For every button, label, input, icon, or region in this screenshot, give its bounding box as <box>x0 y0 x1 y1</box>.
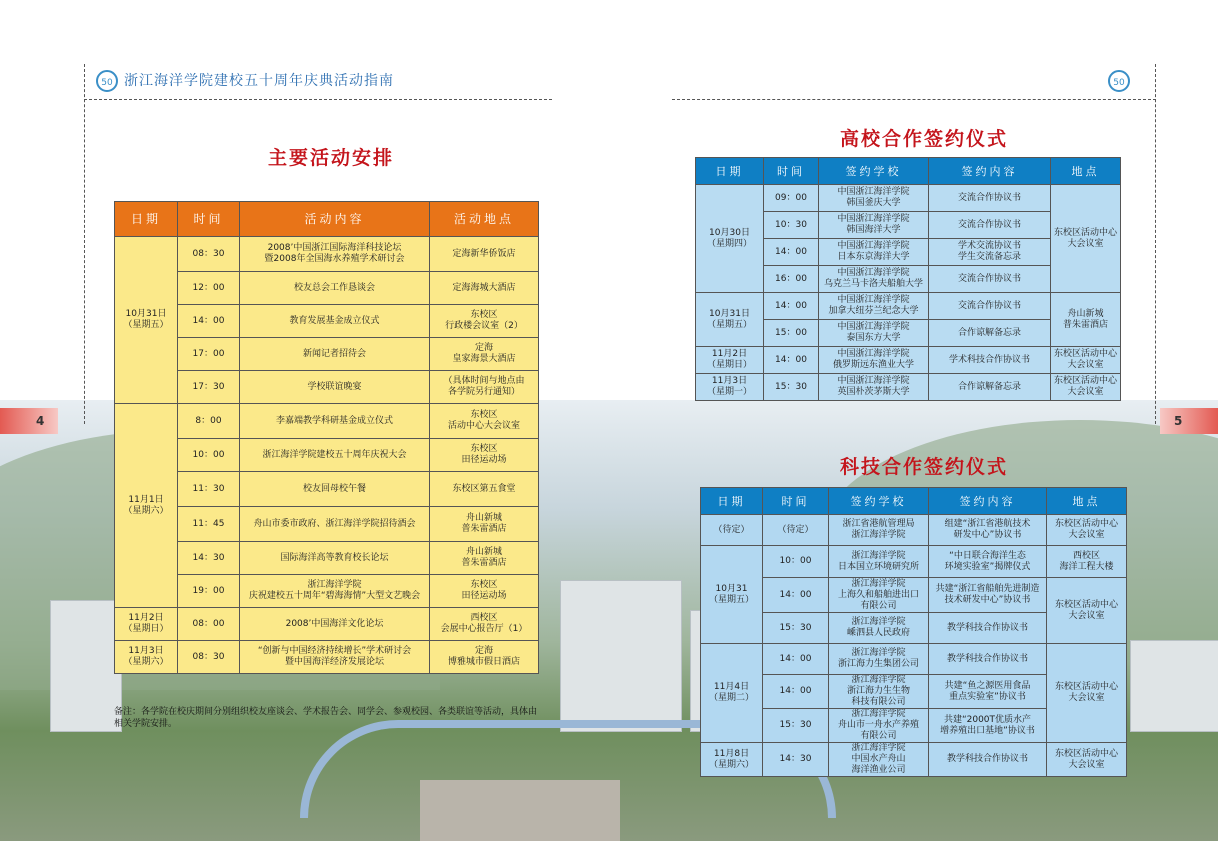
activity-cell: 2008’中国浙江国际海洋科技论坛 暨2008年全国海水养殖学术研讨会 <box>240 237 430 272</box>
college-logo-icon: 50 <box>1108 70 1130 92</box>
place-cell: 西校区 会展中心报告厅（1） <box>430 608 539 641</box>
time-cell: 14：30 <box>178 542 240 575</box>
school-cell: 浙江海洋学院 嵊泗县人民政府 <box>829 613 929 644</box>
place-cell: 东校区第五食堂 <box>430 472 539 507</box>
time-cell: 08：30 <box>178 237 240 272</box>
school-cell: 浙江海洋学院 上海久和船舶进出口 有限公司 <box>829 578 929 613</box>
table-row <box>115 472 539 507</box>
activity-cell: “创新与中国经济持续增长”学术研讨会 暨中国海洋经济发展论坛 <box>240 641 430 674</box>
column-header: 活动内容 <box>240 202 430 237</box>
content-cell: 合作谅解备忘录 <box>929 374 1051 401</box>
column-header: 时间 <box>763 488 829 515</box>
content-cell: 交流合作协议书 <box>929 266 1051 293</box>
content-cell: 教学科技合作协议书 <box>929 644 1047 675</box>
time-cell: 09：00 <box>764 185 819 212</box>
margin-rule-right <box>1155 64 1156 424</box>
time-cell: 14：00 <box>763 675 829 709</box>
school-cell: 浙江省港航管理局 浙江海洋学院 <box>829 515 929 546</box>
time-cell: 17：30 <box>178 371 240 404</box>
content-cell: 交流合作协议书 <box>929 212 1051 239</box>
table-row <box>115 305 539 338</box>
time-cell: 14：30 <box>763 743 829 777</box>
place-cell: （具体时间与地点由 各学院另行通知） <box>430 371 539 404</box>
column-header: 签约学校 <box>819 158 929 185</box>
time-cell: 19：00 <box>178 575 240 608</box>
activity-cell: 浙江海洋学院建校五十周年庆祝大会 <box>240 439 430 472</box>
time-cell: 16：00 <box>764 266 819 293</box>
place-cell: 舟山新城 普朱雷酒店 <box>430 507 539 542</box>
place-cell: 定海 皇家海景大酒店 <box>430 338 539 371</box>
school-cell: 中国浙江海洋学院 乌克兰马卡洛夫船舶大学 <box>819 266 929 293</box>
column-header: 日期 <box>696 158 764 185</box>
column-header: 地点 <box>1051 158 1121 185</box>
place-cell: 东校区 活动中心大会议室 <box>430 404 539 439</box>
content-cell: 共建“浙江省船舶先进制造 技术研发中心”协议书 <box>929 578 1047 613</box>
table-row <box>701 644 1127 675</box>
school-cell: 中国浙江海洋学院 韩国釜庆大学 <box>819 185 929 212</box>
table-row <box>696 374 1121 401</box>
content-cell: 共建“2000T优质水产 增养殖出口基地”协议书 <box>929 709 1047 743</box>
place-cell: 舟山新城 普朱雷酒店 <box>1051 293 1121 347</box>
place-cell: 东校区活动中心 大会议室 <box>1047 743 1127 777</box>
date-cell: 11月3日 （星期六） <box>115 641 178 674</box>
school-cell: 中国浙江海洋学院 韩国海洋大学 <box>819 212 929 239</box>
header-rule-right <box>672 99 1156 100</box>
time-cell: 15：00 <box>764 320 819 347</box>
table-row <box>701 743 1127 777</box>
table-row <box>115 542 539 575</box>
activity-cell: 浙江海洋学院 庆祝建校五十周年“碧海海情”大型文艺晚会 <box>240 575 430 608</box>
time-cell: 14：00 <box>764 239 819 266</box>
time-cell: 10：00 <box>178 439 240 472</box>
time-cell: 11：30 <box>178 472 240 507</box>
date-cell: 11月4日 （星期二） <box>701 644 763 743</box>
time-cell: 14：00 <box>763 644 829 675</box>
place-cell: 舟山新城 普朱雷酒店 <box>430 542 539 575</box>
school-cell: 浙江海洋学院 浙江海力生集团公司 <box>829 644 929 675</box>
place-cell: 东校区活动中心 大会议室 <box>1051 374 1121 401</box>
place-cell: 定海新华侨饭店 <box>430 237 539 272</box>
date-cell: 11月1日 （星期六） <box>115 404 178 608</box>
table-row <box>701 515 1127 546</box>
activity-cell: 校友总会工作恳谈会 <box>240 272 430 305</box>
column-header: 签约内容 <box>929 488 1047 515</box>
table-row <box>115 404 539 439</box>
content-cell: 学术交流协议书 学生交流备忘录 <box>929 239 1051 266</box>
tech-signing-table <box>700 487 1127 777</box>
column-header: 日期 <box>701 488 763 515</box>
content-cell: 共建“鱼之源医用食品 重点实验室”协议书 <box>929 675 1047 709</box>
column-header: 签约内容 <box>929 158 1051 185</box>
time-cell: 11：45 <box>178 507 240 542</box>
school-cell: 中国浙江海洋学院 加拿大纽芬兰纪念大学 <box>819 293 929 320</box>
column-header: 活动地点 <box>430 202 539 237</box>
time-cell: 14：00 <box>764 347 819 374</box>
table-row <box>115 338 539 371</box>
table-row <box>115 371 539 404</box>
school-cell: 中国浙江海洋学院 日本东京海洋大学 <box>819 239 929 266</box>
date-cell: 11月3日 （星期一） <box>696 374 764 401</box>
time-cell: 08：00 <box>178 608 240 641</box>
time-cell: 14：00 <box>178 305 240 338</box>
content-cell: “中日联合海洋生态 环境实验室”揭牌仪式 <box>929 546 1047 578</box>
table-row <box>696 293 1121 320</box>
table-row <box>115 439 539 472</box>
column-header: 时间 <box>764 158 819 185</box>
tech-signing-title: 科技合作签约仪式 <box>840 456 1009 478</box>
table-row <box>115 575 539 608</box>
date-cell: 11月8日 （星期六） <box>701 743 763 777</box>
school-cell: 中国浙江海洋学院 泰国东方大学 <box>819 320 929 347</box>
date-cell: 11月2日 （星期日） <box>696 347 764 374</box>
date-cell: 10月31日 （星期五） <box>696 293 764 347</box>
university-signing-table <box>695 157 1121 401</box>
activity-cell: 学校联谊晚宴 <box>240 371 430 404</box>
page-number-left: 4 <box>0 408 58 434</box>
page-number-right: 5 <box>1160 408 1218 434</box>
date-cell: 11月2日 （星期日） <box>115 608 178 641</box>
place-cell: 东校区活动中心 大会议室 <box>1051 185 1121 293</box>
column-header: 签约学校 <box>829 488 929 515</box>
time-cell: 08：30 <box>178 641 240 674</box>
time-cell: 14：00 <box>764 293 819 320</box>
date-cell: 10月31日 （星期五） <box>115 237 178 404</box>
table-row <box>696 347 1121 374</box>
school-cell: 浙江海洋学院 浙江海力生生物 科技有限公司 <box>829 675 929 709</box>
activity-cell: 新闻记者招待会 <box>240 338 430 371</box>
school-cell: 中国浙江海洋学院 俄罗斯远东渔业大学 <box>819 347 929 374</box>
column-header: 日期 <box>115 202 178 237</box>
college-logo-icon: 50 <box>96 70 118 92</box>
school-cell: 中国浙江海洋学院 英国朴茨茅斯大学 <box>819 374 929 401</box>
column-header: 地点 <box>1047 488 1127 515</box>
content-cell: 组建“浙江省港航技术 研发中心”协议书 <box>929 515 1047 546</box>
school-cell: 浙江海洋学院 中国水产舟山 海洋渔业公司 <box>829 743 929 777</box>
table-row <box>701 546 1127 578</box>
place-cell: 东校区 田径运动场 <box>430 575 539 608</box>
activity-cell: 国际海洋高等教育校长论坛 <box>240 542 430 575</box>
time-cell: 15：30 <box>763 709 829 743</box>
date-cell: （待定） <box>701 515 763 546</box>
date-cell: 10月31 （星期五） <box>701 546 763 644</box>
header-rule-left <box>84 99 552 100</box>
content-cell: 教学科技合作协议书 <box>929 613 1047 644</box>
university-signing-title: 高校合作签约仪式 <box>840 128 1009 150</box>
guide-title: 浙江海洋学院建校五十周年庆典活动指南 <box>124 73 394 89</box>
school-cell: 浙江海洋学院 舟山市一舟水产养殖 有限公司 <box>829 709 929 743</box>
activity-cell: 教育发展基金成立仪式 <box>240 305 430 338</box>
content-cell: 教学科技合作协议书 <box>929 743 1047 777</box>
place-cell: 定海 博雅城市假日酒店 <box>430 641 539 674</box>
table-row <box>115 608 539 641</box>
main-schedule-title: 主要活动安排 <box>268 147 395 169</box>
place-cell: 东校区活动中心 大会议室 <box>1047 515 1127 546</box>
school-cell: 浙江海洋学院 日本国立环境研究所 <box>829 546 929 578</box>
table-row <box>115 641 539 674</box>
place-cell: 定海海城大酒店 <box>430 272 539 305</box>
table-row <box>701 578 1127 613</box>
time-cell: 14：00 <box>763 578 829 613</box>
date-cell: 10月30日 （星期四） <box>696 185 764 293</box>
place-cell: 东校区活动中心 大会议室 <box>1051 347 1121 374</box>
time-cell: 12：00 <box>178 272 240 305</box>
main-schedule-table <box>114 201 539 674</box>
time-cell: 8：00 <box>178 404 240 439</box>
place-cell: 东校区 田径运动场 <box>430 439 539 472</box>
content-cell: 合作谅解备忘录 <box>929 320 1051 347</box>
time-cell: 10：30 <box>764 212 819 239</box>
table-row <box>115 237 539 272</box>
time-cell: （待定） <box>763 515 829 546</box>
content-cell: 交流合作协议书 <box>929 185 1051 212</box>
time-cell: 15：30 <box>763 613 829 644</box>
column-header: 时间 <box>178 202 240 237</box>
table-row <box>115 507 539 542</box>
content-cell: 学术科技合作协议书 <box>929 347 1051 374</box>
activity-cell: 2008’中国海洋文化论坛 <box>240 608 430 641</box>
margin-rule-left <box>84 64 85 424</box>
activity-cell: 李嘉端教学科研基金成立仪式 <box>240 404 430 439</box>
time-cell: 10：00 <box>763 546 829 578</box>
place-cell: 西校区 海洋工程大楼 <box>1047 546 1127 578</box>
table-row <box>696 185 1121 212</box>
time-cell: 17：00 <box>178 338 240 371</box>
place-cell: 东校区活动中心 大会议室 <box>1047 578 1127 644</box>
schedule-note: 备注：各学院在校庆期间分别组织校友座谈会、学术报告会、同学会、参观校园、各类联谊等活动，具体由相关学院安排。 <box>114 707 538 729</box>
place-cell: 东校区活动中心 大会议室 <box>1047 644 1127 743</box>
table-row <box>115 272 539 305</box>
place-cell: 东校区 行政楼会议室（2） <box>430 305 539 338</box>
activity-cell: 校友回母校午餐 <box>240 472 430 507</box>
activity-cell: 舟山市委市政府、浙江海洋学院招待酒会 <box>240 507 430 542</box>
content-cell: 交流合作协议书 <box>929 293 1051 320</box>
time-cell: 15：30 <box>764 374 819 401</box>
